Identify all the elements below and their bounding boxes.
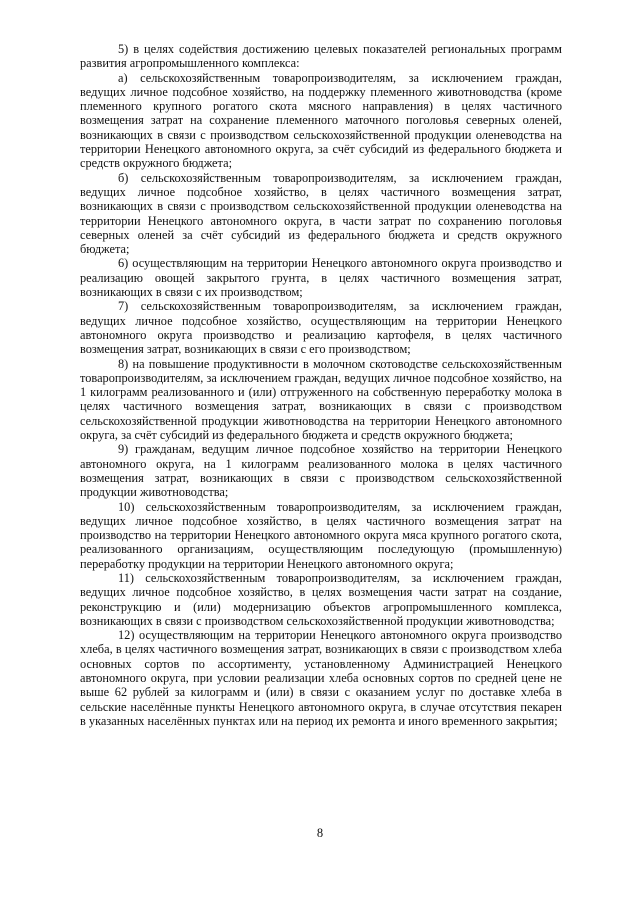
paragraph-item-5a: а) сельскохозяйственным товаропроизводителям, за исключением граждан, ведущих личное подсобное хозяйство, на поддержку племенного животноводства (кроме племенного крупного рогатого скота мясного направления) в целях частичного возмещения затрат на сохранение племенного маточного поголовья северных оленей, возникающих в связи с производством сельскохозяйственной продукции оленеводства на территории Ненецкого автономного округа, за счёт субсидий из федерального бюджета и средств окружного бюджета;: [80, 70, 562, 171]
paragraph-item-7: 7) сельскохозяйственным товаропроизводителям, за исключением граждан, ведущих личное подсобное хозяйство, осуществляющим на территории Ненецкого автономного округа производство и реализацию картофеля, в целях частичного возмещения затрат, возникающих в связи с его производством;: [80, 299, 562, 357]
paragraph-item-12: 12) осуществляющим на территории Ненецкого автономного округа производство хлеба, в целях частичного возмещения затрат, возникающих в связи с производством хлеба основных сортов по ассортименту, установленному Администрацией Ненецкого автономного округа, при условии реализации хлеба основных сортов по средней цене не выше 62 рублей за килограмм и (или) в связи с оказанием услуг по доставке хлеба в сельские населённые пункты Ненецкого автономного округа, в случае отсутствия пекарен в указанных населённых пунктах или на период их ремонта и иного временного закрытия;: [80, 628, 562, 728]
paragraph-item-9: 9) гражданам, ведущим личное подсобное хозяйство на территории Ненецкого автономного округа, на 1 килограмм реализованного молока в целях частичного возмещения затрат, возникающих в связи с производством сельскохозяйственной продукции животноводства;: [80, 442, 562, 500]
paragraph-item-6: 6) осуществляющим на территории Ненецкого автономного округа производство и реализацию овощей закрытого грунта, в целях частичного возмещения затрат, возникающих в связи с их производством;: [80, 256, 562, 300]
paragraph-item-5: 5) в целях содействия достижению целевых показателей региональных программ развития агропромышленного комплекса:: [80, 42, 562, 71]
page-number: 8: [316, 826, 324, 840]
paragraph-item-10: 10) сельскохозяйственным товаропроизводителям, за исключением граждан, ведущих личное подсобное хозяйство, в целях частичного возмещения затрат на производство на территории Ненецкого автономного округа мяса крупного рогатого скота, реализованного организациям, осуществляющим последующую (промышленную) переработку продукции на территории Ненецкого автономного округа;: [80, 499, 562, 571]
paragraph-item-11: 11) сельскохозяйственным товаропроизводителям, за исключением граждан, ведущих личное подсобное хозяйство, в целях возмещения части затрат на создание, реконструкцию и (или) модернизацию объектов агропромышленного комплекса, возникающих в связи с производством сельскохозяйственной продукции животноводства;: [80, 570, 562, 628]
paragraph-item-5b: б) сельскохозяйственным товаропроизводителям, за исключением граждан, ведущих личное подсобное хозяйство, в целях частичного возмещения затрат, возникающих в связи с производством сельскохозяйственной продукции оленеводства на территории Ненецкого автономного округа, в части затрат по сохранению поголовья северных оленей за счёт субсидий из федерального бюджета и средств окружного бюджета;: [80, 170, 562, 257]
document-body: [80, 42, 562, 728]
paragraph-item-8: 8) на повышение продуктивности в молочном скотоводстве сельскохозяйственным товаропроизводителям, за исключением граждан, ведущих личное подсобное хозяйство, на 1 килограмм реализованного и (или) отгруженного на собственную переработку молока в целях частичного возмещения затрат, возникающих в связи с производством сельскохозяйственной продукции животноводства на территории Ненецкого автономного округа, за счёт субсидий из федерального бюджета и средств окружного бюджета;: [80, 356, 562, 443]
